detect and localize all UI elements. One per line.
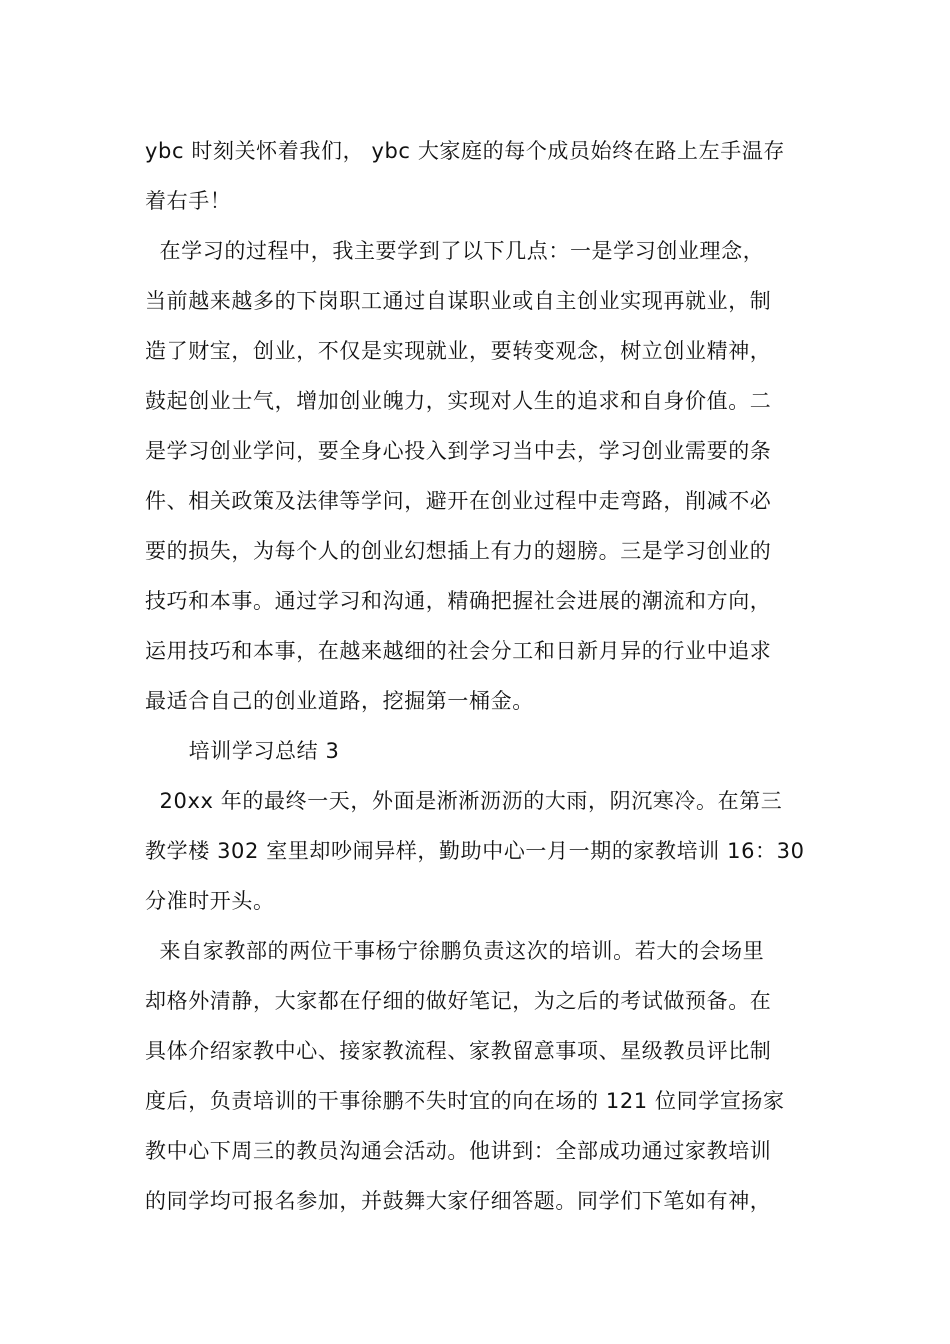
section-heading: 培训学习总结 3: [145, 739, 340, 763]
text-line: 度后，负责培训的干事徐鹏不失时宜的向在场的 121 位同学宣扬家: [145, 1089, 785, 1113]
text-line: 运用技巧和本事，在越来越细的社会分工和日新月异的行业中追求: [145, 639, 772, 663]
text-line: 具体介绍家教中心、接家教流程、家教留意事项、星级教员评比制: [145, 1039, 772, 1063]
paragraph-start: 在学习的过程中，我主要学到了以下几点：一是学习创业理念，: [145, 239, 765, 263]
text-line: 着右手！: [145, 189, 232, 213]
text-line: 最适合自己的创业道路，挖掘第一桶金。: [145, 689, 534, 713]
text-line: 技巧和本事。通过学习和沟通，精确把握社会进展的潮流和方向，: [145, 589, 772, 613]
text-line: 当前越来越多的下岗职工通过自谋职业或自主创业实现再就业，制: [145, 289, 772, 313]
text-line: 鼓起创业士气，增加创业魄力，实现对人生的追求和自身价值。二: [145, 389, 772, 413]
text-line: 教中心下周三的教员沟通会活动。他讲到：全部成功通过家教培训: [145, 1139, 772, 1163]
text-line: 造了财宝，创业，不仅是实现就业，要转变观念，树立创业精神，: [145, 339, 772, 363]
text-line: 教学楼 302 室里却吵闹异样，勤助中心一月一期的家教培训 16：30: [145, 839, 805, 863]
paragraph-start: 来自家教部的两位干事杨宁徐鹏负责这次的培训。若大的会场里: [145, 939, 765, 963]
text-line: 要的损失，为每个人的创业幻想插上有力的翅膀。三是学习创业的: [145, 539, 772, 563]
text-line: 是学习创业学问，要全身心投入到学习当中去，学习创业需要的条: [145, 439, 772, 463]
text-line: 分准时开头。: [145, 889, 275, 913]
text-line: ybc 时刻关怀着我们， ybc 大家庭的每个成员始终在路上左手温存: [145, 139, 786, 163]
paragraph-start: 20xx 年的最终一天，外面是淅淅沥沥的大雨，阴沉寒冷。在第三: [145, 789, 783, 813]
text-line: 的同学均可报名参加，并鼓舞大家仔细答题。同学们下笔如有神，: [145, 1189, 772, 1213]
text-line: 件、相关政策及法律等学问，避开在创业过程中走弯路，削减不必: [145, 489, 772, 513]
text-line: 却格外清静，大家都在仔细的做好笔记，为之后的考试做预备。在: [145, 989, 772, 1013]
